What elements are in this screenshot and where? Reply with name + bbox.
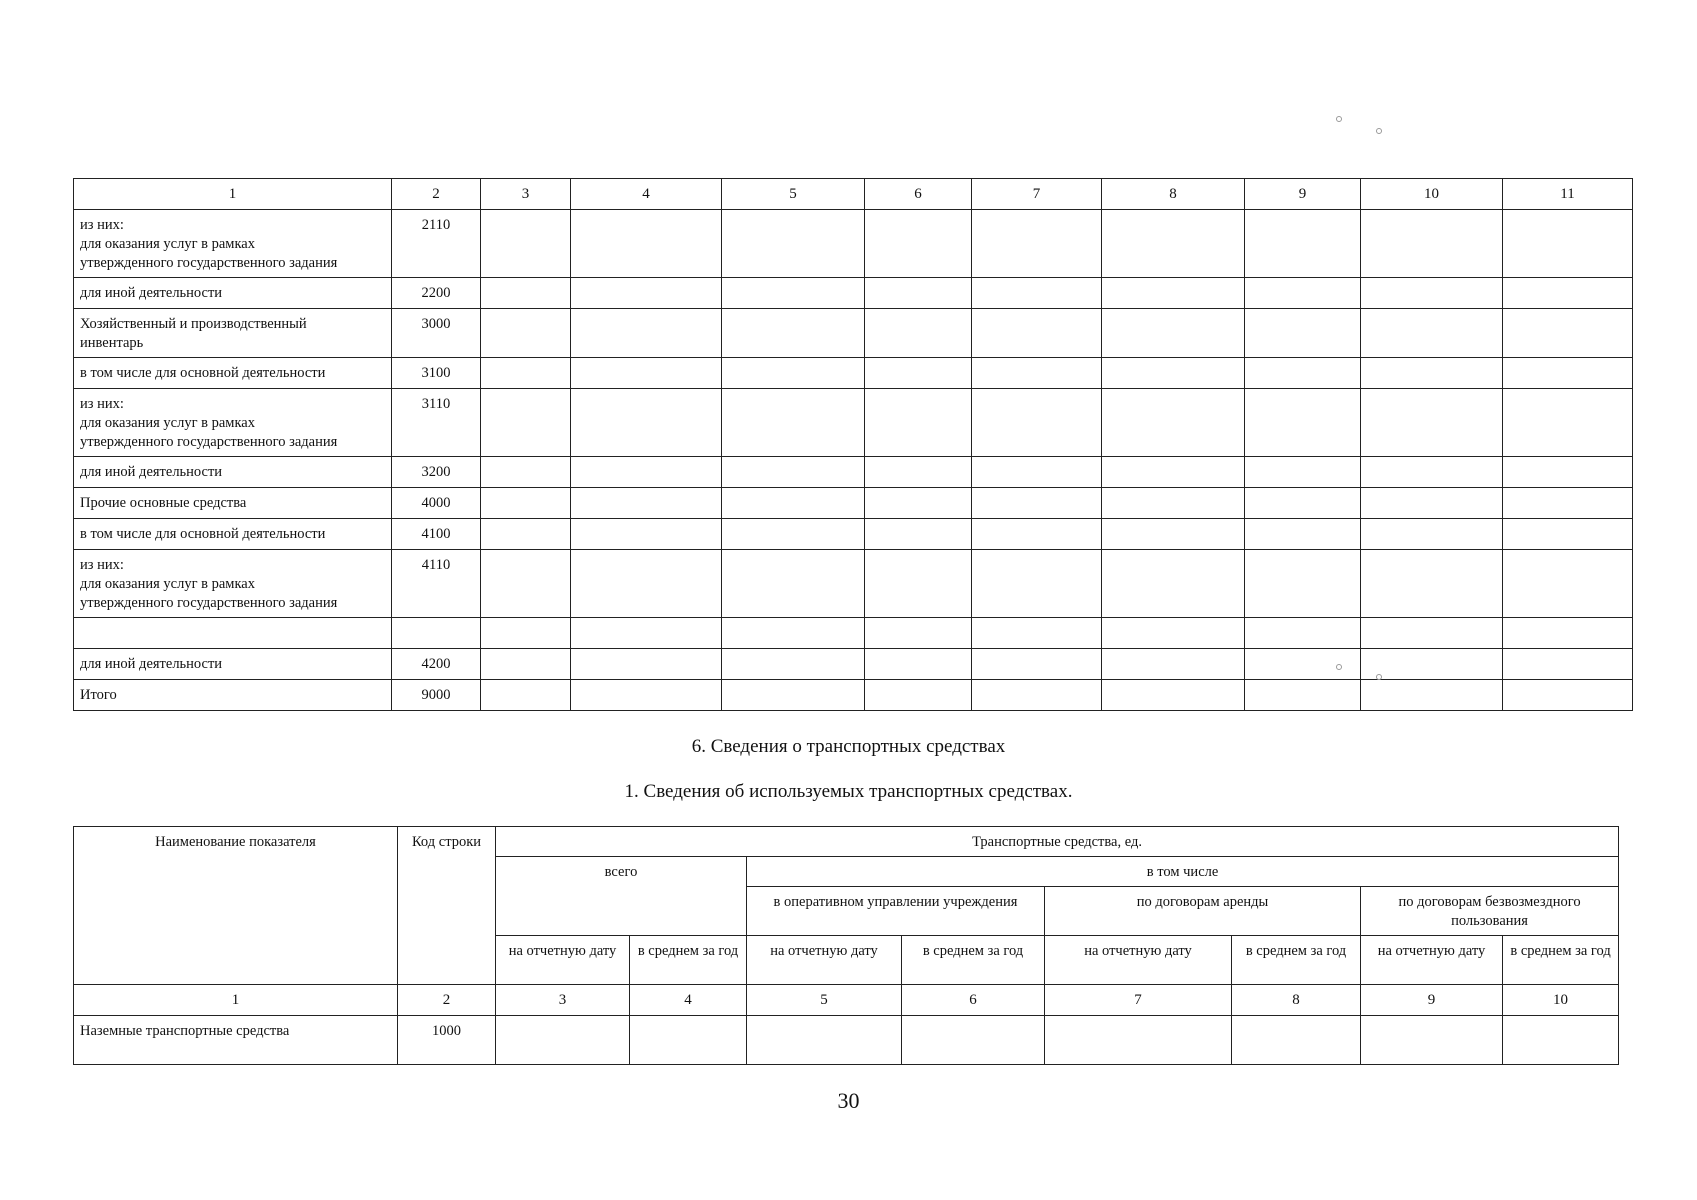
empty-cell [865, 278, 972, 309]
empty-cell [481, 680, 571, 711]
empty-cell [972, 550, 1102, 618]
avg-year-header: в среднем за год [1503, 936, 1619, 985]
on-date-header: на отчетную дату [496, 936, 630, 985]
column-number: 3 [496, 985, 630, 1016]
empty-cell [1361, 389, 1503, 457]
row-code: 2200 [392, 278, 481, 309]
empty-cell [481, 358, 571, 389]
empty-cell [972, 680, 1102, 711]
empty-cell [1503, 488, 1633, 519]
empty-cell [722, 278, 865, 309]
empty-cell [481, 649, 571, 680]
empty-cell [1245, 618, 1361, 649]
table-row [74, 649, 1633, 680]
empty-cell [902, 1016, 1045, 1065]
empty-cell [865, 649, 972, 680]
row-code: 2110 [392, 210, 481, 278]
empty-cell [481, 309, 571, 358]
row-name-line: инвентарь [80, 335, 144, 351]
empty-cell [722, 649, 865, 680]
row-code: 9000 [392, 680, 481, 711]
row-name-line: для иной деятельности [80, 464, 223, 480]
empty-cell [481, 210, 571, 278]
empty-cell [481, 457, 571, 488]
column-number: 8 [1102, 179, 1245, 210]
empty-cell [722, 309, 865, 358]
empty-cell [1102, 278, 1245, 309]
empty-cell [571, 680, 722, 711]
scan-speck [1376, 128, 1382, 134]
empty-cell [1361, 519, 1503, 550]
including-header: в том числе [747, 857, 1619, 887]
empty-cell [1232, 1016, 1361, 1065]
empty-cell [1503, 1016, 1619, 1065]
empty-cell [481, 550, 571, 618]
table-row [74, 618, 1633, 649]
empty-cell [1245, 309, 1361, 358]
column-number: 2 [392, 179, 481, 210]
table-row [74, 210, 1633, 278]
row-name-line: Итого [80, 687, 117, 703]
row-name-line: в том числе для основной деятельности [80, 365, 326, 381]
row-code [392, 618, 481, 649]
empty-cell [571, 457, 722, 488]
table-row [74, 1016, 1619, 1065]
empty-cell [972, 649, 1102, 680]
empty-cell [1361, 358, 1503, 389]
empty-cell [481, 519, 571, 550]
empty-cell [865, 519, 972, 550]
row-name [74, 278, 392, 309]
empty-cell [865, 550, 972, 618]
empty-cell [1361, 278, 1503, 309]
table-row [74, 278, 1633, 309]
empty-cell [1503, 680, 1633, 711]
row-code: 4110 [392, 550, 481, 618]
free-use-header: по договорам безвозмездного пользования [1361, 887, 1619, 936]
row-code: 1000 [398, 1016, 496, 1065]
table-row [74, 680, 1633, 711]
column-number-row [74, 179, 1633, 210]
scan-speck [1336, 116, 1342, 122]
row-name-line: для оказания услуг в рамках [80, 415, 255, 431]
empty-cell [1102, 358, 1245, 389]
row-code: 4200 [392, 649, 481, 680]
column-number: 5 [747, 985, 902, 1016]
column-number: 10 [1361, 179, 1503, 210]
column-number: 9 [1245, 179, 1361, 210]
row-name [74, 550, 392, 618]
row-name [74, 618, 392, 649]
column-number: 5 [722, 179, 865, 210]
empty-cell [1102, 457, 1245, 488]
empty-cell [571, 210, 722, 278]
transport-table [73, 826, 1619, 1065]
empty-cell [1361, 649, 1503, 680]
empty-cell [865, 358, 972, 389]
page-number: 30 [837, 1088, 860, 1113]
empty-cell [722, 488, 865, 519]
empty-cell [972, 210, 1102, 278]
empty-cell [722, 618, 865, 649]
row-name-line: из них: [80, 557, 124, 573]
avg-year-header: в среднем за год [902, 936, 1045, 985]
empty-cell [1102, 550, 1245, 618]
empty-cell [496, 1016, 630, 1065]
row-name [74, 457, 392, 488]
row-code: 3000 [392, 309, 481, 358]
row-name [74, 519, 392, 550]
empty-cell [481, 278, 571, 309]
section-title: 6. Сведения о транспортных средствах [691, 736, 1006, 757]
empty-cell [1245, 649, 1361, 680]
empty-cell [972, 309, 1102, 358]
empty-cell [1102, 389, 1245, 457]
row-name-line: утвержденного государственного задания [80, 255, 338, 271]
empty-cell [1361, 309, 1503, 358]
avg-year-header: в среднем за год [1232, 936, 1361, 985]
row-name-line: утвержденного государственного задания [80, 434, 338, 450]
empty-cell [972, 389, 1102, 457]
empty-cell [1102, 519, 1245, 550]
row-name [74, 309, 392, 358]
empty-cell [571, 358, 722, 389]
column-number: 11 [1503, 179, 1633, 210]
empty-cell [1503, 519, 1633, 550]
empty-cell [1045, 1016, 1232, 1065]
empty-cell [1503, 457, 1633, 488]
row-name-line: для оказания услуг в рамках [80, 576, 255, 592]
empty-cell [865, 618, 972, 649]
empty-cell [1245, 278, 1361, 309]
empty-cell [972, 618, 1102, 649]
empty-cell [1245, 680, 1361, 711]
column-number: 10 [1503, 985, 1619, 1016]
empty-cell [972, 488, 1102, 519]
empty-cell [481, 618, 571, 649]
table-row [74, 309, 1633, 358]
empty-cell [571, 618, 722, 649]
empty-cell [571, 519, 722, 550]
row-name-line: для оказания услуг в рамках [80, 236, 255, 252]
row-name-line: из них: [80, 396, 124, 412]
row-code: 3200 [392, 457, 481, 488]
empty-cell [1361, 618, 1503, 649]
table-row [74, 389, 1633, 457]
empty-cell [1245, 457, 1361, 488]
column-number: 9 [1361, 985, 1503, 1016]
row-name-line: утвержденного государственного задания [80, 595, 338, 611]
column-header-indicator-name: Наименование показателя [74, 827, 398, 985]
row-code: 3100 [392, 358, 481, 389]
empty-cell [1102, 649, 1245, 680]
column-number: 2 [398, 985, 496, 1016]
empty-cell [747, 1016, 902, 1065]
row-code: 4100 [392, 519, 481, 550]
empty-cell [1102, 309, 1245, 358]
operational-header: в оперативном управлении учреждения [747, 887, 1045, 936]
empty-cell [1245, 550, 1361, 618]
empty-cell [481, 389, 571, 457]
empty-cell [722, 457, 865, 488]
empty-cell [972, 358, 1102, 389]
empty-cell [1361, 457, 1503, 488]
on-date-header: на отчетную дату [1045, 936, 1232, 985]
empty-cell [571, 649, 722, 680]
column-number: 1 [74, 179, 392, 210]
empty-cell [865, 680, 972, 711]
empty-cell [1102, 680, 1245, 711]
empty-cell [1503, 550, 1633, 618]
row-name-line: для иной деятельности [80, 656, 223, 672]
empty-cell [1361, 210, 1503, 278]
empty-cell [1245, 519, 1361, 550]
empty-cell [1102, 210, 1245, 278]
subsection-title: 1. Сведения об используемых транспортных средствах. [624, 781, 1073, 802]
empty-cell [1503, 389, 1633, 457]
empty-cell [1245, 210, 1361, 278]
empty-cell [1245, 358, 1361, 389]
fixed-assets-table [73, 178, 1633, 711]
scan-speck [1336, 664, 1342, 670]
table-row [74, 488, 1633, 519]
column-number-row [74, 985, 1619, 1016]
total-header: всего [496, 857, 747, 936]
table-row [74, 457, 1633, 488]
row-name [74, 358, 392, 389]
row-code: 4000 [392, 488, 481, 519]
empty-cell [1361, 1016, 1503, 1065]
row-name-line: в том числе для основной деятельности [80, 526, 326, 542]
column-header-row-code: Код строки [398, 827, 496, 985]
empty-cell [1361, 550, 1503, 618]
empty-cell [571, 488, 722, 519]
column-number: 7 [1045, 985, 1232, 1016]
empty-cell [865, 309, 972, 358]
empty-cell [1245, 389, 1361, 457]
column-number: 4 [571, 179, 722, 210]
column-number: 8 [1232, 985, 1361, 1016]
empty-cell [722, 680, 865, 711]
lease-header: по договорам аренды [1045, 887, 1361, 936]
column-number: 6 [865, 179, 972, 210]
column-number: 3 [481, 179, 571, 210]
empty-cell [865, 488, 972, 519]
empty-cell [972, 457, 1102, 488]
empty-cell [1503, 358, 1633, 389]
column-number: 7 [972, 179, 1102, 210]
empty-cell [1102, 488, 1245, 519]
column-number: 4 [630, 985, 747, 1016]
row-name-line: для иной деятельности [80, 285, 223, 301]
table-row [74, 358, 1633, 389]
empty-cell [481, 488, 571, 519]
empty-cell [722, 389, 865, 457]
row-name-line: из них: [80, 217, 124, 233]
empty-cell [722, 358, 865, 389]
empty-cell [571, 278, 722, 309]
empty-cell [722, 519, 865, 550]
empty-cell [722, 550, 865, 618]
row-name-line: Прочие основные средства [80, 495, 247, 511]
on-date-header: на отчетную дату [1361, 936, 1503, 985]
empty-cell [1503, 278, 1633, 309]
empty-cell [972, 278, 1102, 309]
row-name [74, 680, 392, 711]
table-row [74, 550, 1633, 618]
row-name [74, 389, 392, 457]
empty-cell [1361, 680, 1503, 711]
scan-speck [1376, 674, 1382, 680]
table-row [74, 519, 1633, 550]
row-name [74, 210, 392, 278]
row-name: Наземные транспортные средства [74, 1016, 398, 1065]
column-number: 6 [902, 985, 1045, 1016]
empty-cell [1361, 488, 1503, 519]
empty-cell [1245, 488, 1361, 519]
empty-cell [1102, 618, 1245, 649]
empty-cell [1503, 649, 1633, 680]
row-name-line: Хозяйственный и производственный [80, 316, 307, 332]
empty-cell [865, 457, 972, 488]
avg-year-header: в среднем за год [630, 936, 747, 985]
row-name [74, 649, 392, 680]
empty-cell [972, 519, 1102, 550]
empty-cell [571, 550, 722, 618]
empty-cell [571, 389, 722, 457]
empty-cell [865, 210, 972, 278]
transport-group-header: Транспортные средства, ед. [496, 827, 1619, 857]
empty-cell [1503, 309, 1633, 358]
empty-cell [571, 309, 722, 358]
empty-cell [865, 389, 972, 457]
row-code: 3110 [392, 389, 481, 457]
on-date-header: на отчетную дату [747, 936, 902, 985]
row-name [74, 488, 392, 519]
empty-cell [1503, 210, 1633, 278]
empty-cell [722, 210, 865, 278]
empty-cell [630, 1016, 747, 1065]
column-number: 1 [74, 985, 398, 1016]
empty-cell [1503, 618, 1633, 649]
